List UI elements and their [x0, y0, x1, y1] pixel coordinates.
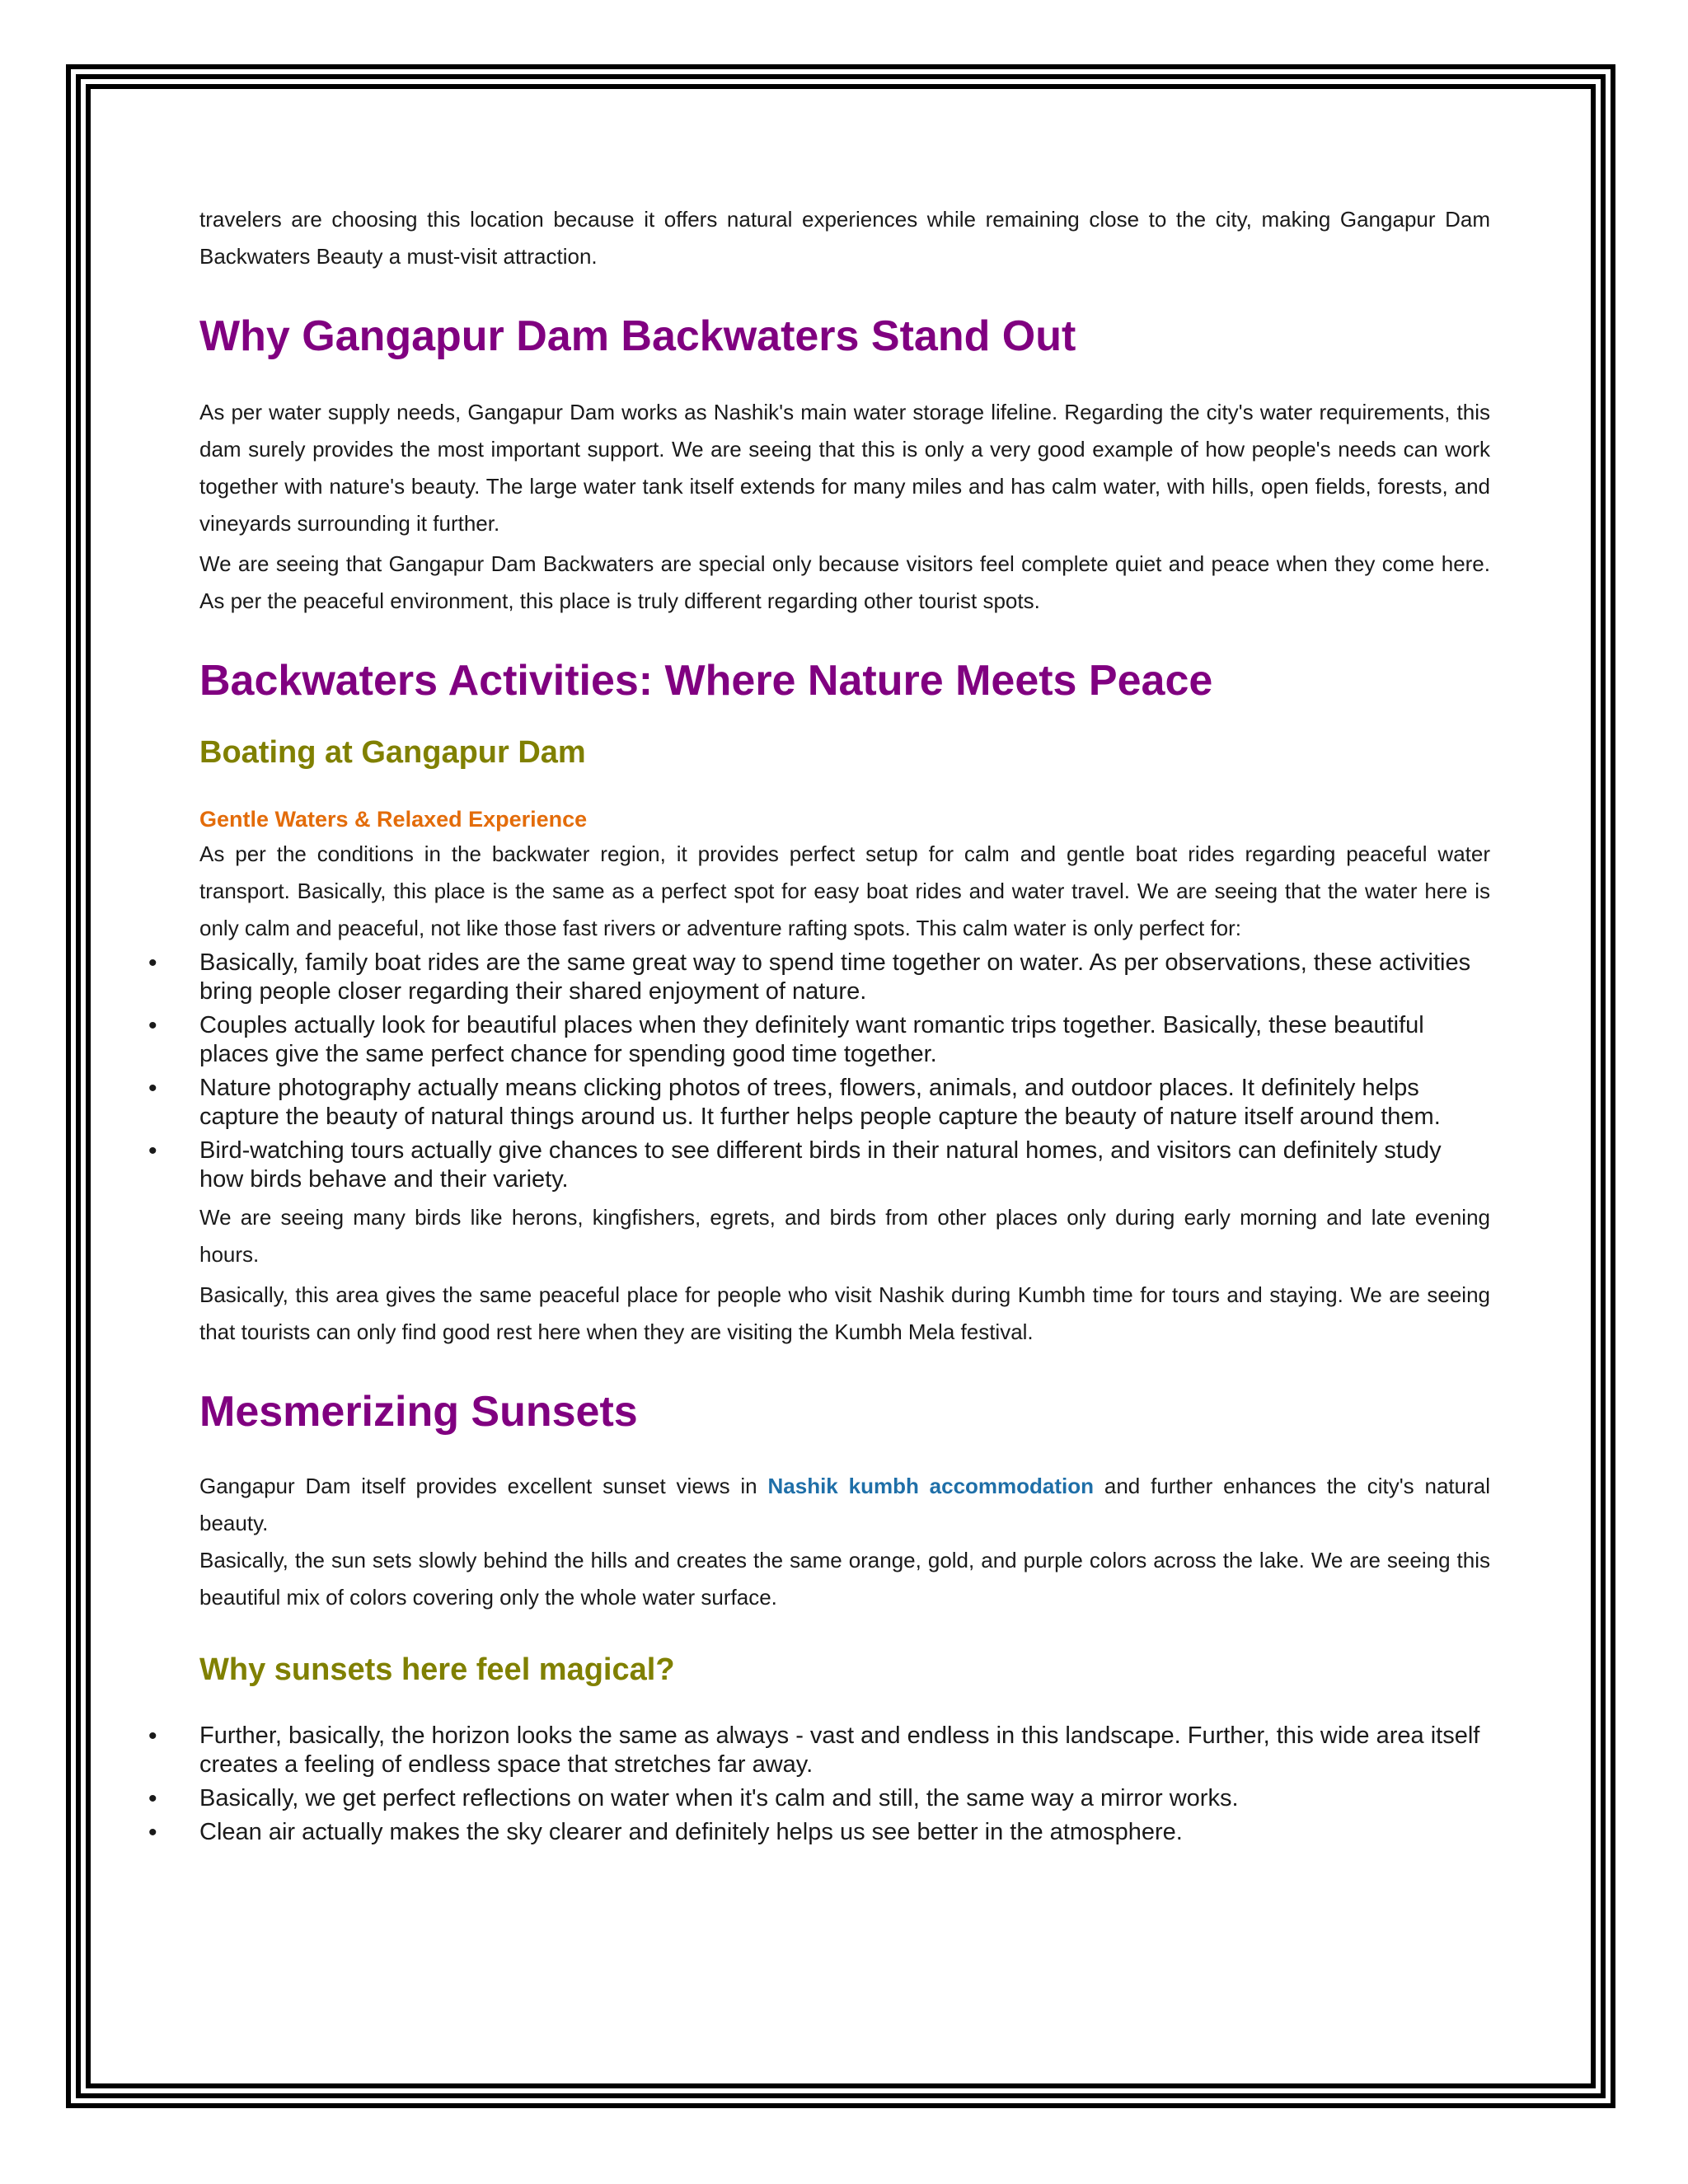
kumbh-paragraph: Basically, this area gives the same peaceful place for people who visit Nashik during Kumbh time for tours and staying. We are seeing that tourists can only find good rest here when they are visiting the Kumbh Mela festival.	[199, 1282, 1490, 1344]
list-item: • Basically, we get perfect reflections on water when it's calm and still, the same way a mirror works.	[199, 1784, 1490, 1813]
document-content	[199, 201, 1490, 1852]
subheading-boating: Boating at Gangapur Dam	[199, 735, 586, 770]
list-item: • Nature photography actually means clicking photos of trees, flowers, animals, and outdoor places. It definitely helps capture the beauty of natural things around us. It further helps people capture the beauty of nature itself around them.	[199, 1074, 1490, 1132]
minor-heading-gentle-waters: Gentle Waters & Relaxed Experience	[199, 807, 588, 832]
birds-paragraph: We are seeing many birds like herons, kingfishers, egrets, and birds from other places only during early morning and late evening hours.	[199, 1205, 1490, 1267]
list-item: • Basically, family boat rides are the same great way to spend time together on water. As per observations, these activities bring people closer regarding their shared enjoyment of nature.	[199, 949, 1490, 1006]
intro-paragraph: travelers are choosing this location because it offers natural experiences while remaining close to the city, making Gangapur Dam Backwaters Beauty a must-visit attraction.	[199, 207, 1490, 269]
sunset-paragraph-1-start: Gangapur Dam itself provides excellent sunset views in	[199, 1474, 768, 1498]
section-heading-sunsets: Mesmerizing Sunsets	[199, 1388, 638, 1436]
section-heading-stand-out: Why Gangapur Dam Backwaters Stand Out	[199, 312, 1076, 360]
stand-out-paragraph-2: We are seeing that Gangapur Dam Backwaters are special only because visitors feel complete quiet and peace when they come here. As per the peaceful environment, this place is truly different regarding other tourist spots.	[199, 551, 1490, 613]
section-heading-activities: Backwaters Activities: Where Nature Meets Peace	[199, 657, 1213, 705]
boating-intro-paragraph: As per the conditions in the backwater region, it provides perfect setup for calm and gentle boat rides regarding peaceful water transport. Basically, this place is the same as a perfect spot for easy boat rides and water travel. We are seeing that the water here is only calm and peaceful, not like those fast rivers or adventure rafting spots. This calm water is only perfect for:	[199, 841, 1490, 940]
list-item: • Couples actually look for beautiful places when they definitely want romantic trips together. Basically, these beautiful places give the same perfect chance for spending good time together.	[199, 1011, 1490, 1069]
list-item: • Further, basically, the horizon looks the same as always - vast and endless in this landscape. Further, this wide area itself creates a feeling of endless space that stretches far away.	[199, 1722, 1490, 1779]
sunset-bullet-list	[199, 1722, 1490, 1847]
list-item: • Clean air actually makes the sky clearer and definitely helps us see better in the atmosphere.	[199, 1818, 1490, 1847]
sunset-paragraph-2: Basically, the sun sets slowly behind the hills and creates the same orange, gold, and purple colors across the lake. We are seeing this beautiful mix of colors covering only the whole water surface.	[199, 1548, 1490, 1610]
subheading-why-sunsets-magical: Why sunsets here feel magical?	[199, 1652, 675, 1687]
stand-out-paragraph-1: As per water supply needs, Gangapur Dam works as Nashik's main water storage lifeline. Regarding the city's water requirements, this dam surely provides the most important support. We are seeing that this is only a very good example of how people's needs can work together with nature's beauty. The large water tank itself extends for many miles and has calm water, with hills, open fields, forests, and vineyards surrounding it further.	[199, 400, 1490, 536]
nashik-kumbh-accommodation-link[interactable]: Nashik kumbh accommodation	[767, 1474, 1095, 1498]
sunset-paragraph-1-end: and further enhances the city's natural beauty.	[199, 1474, 1490, 1535]
list-item: • Bird-watching tours actually give chances to see different birds in their natural homes, and visitors can definitely study how birds behave and their variety.	[199, 1137, 1490, 1194]
boating-bullet-list	[199, 949, 1490, 1194]
sunset-paragraph-1	[199, 1468, 1490, 1542]
